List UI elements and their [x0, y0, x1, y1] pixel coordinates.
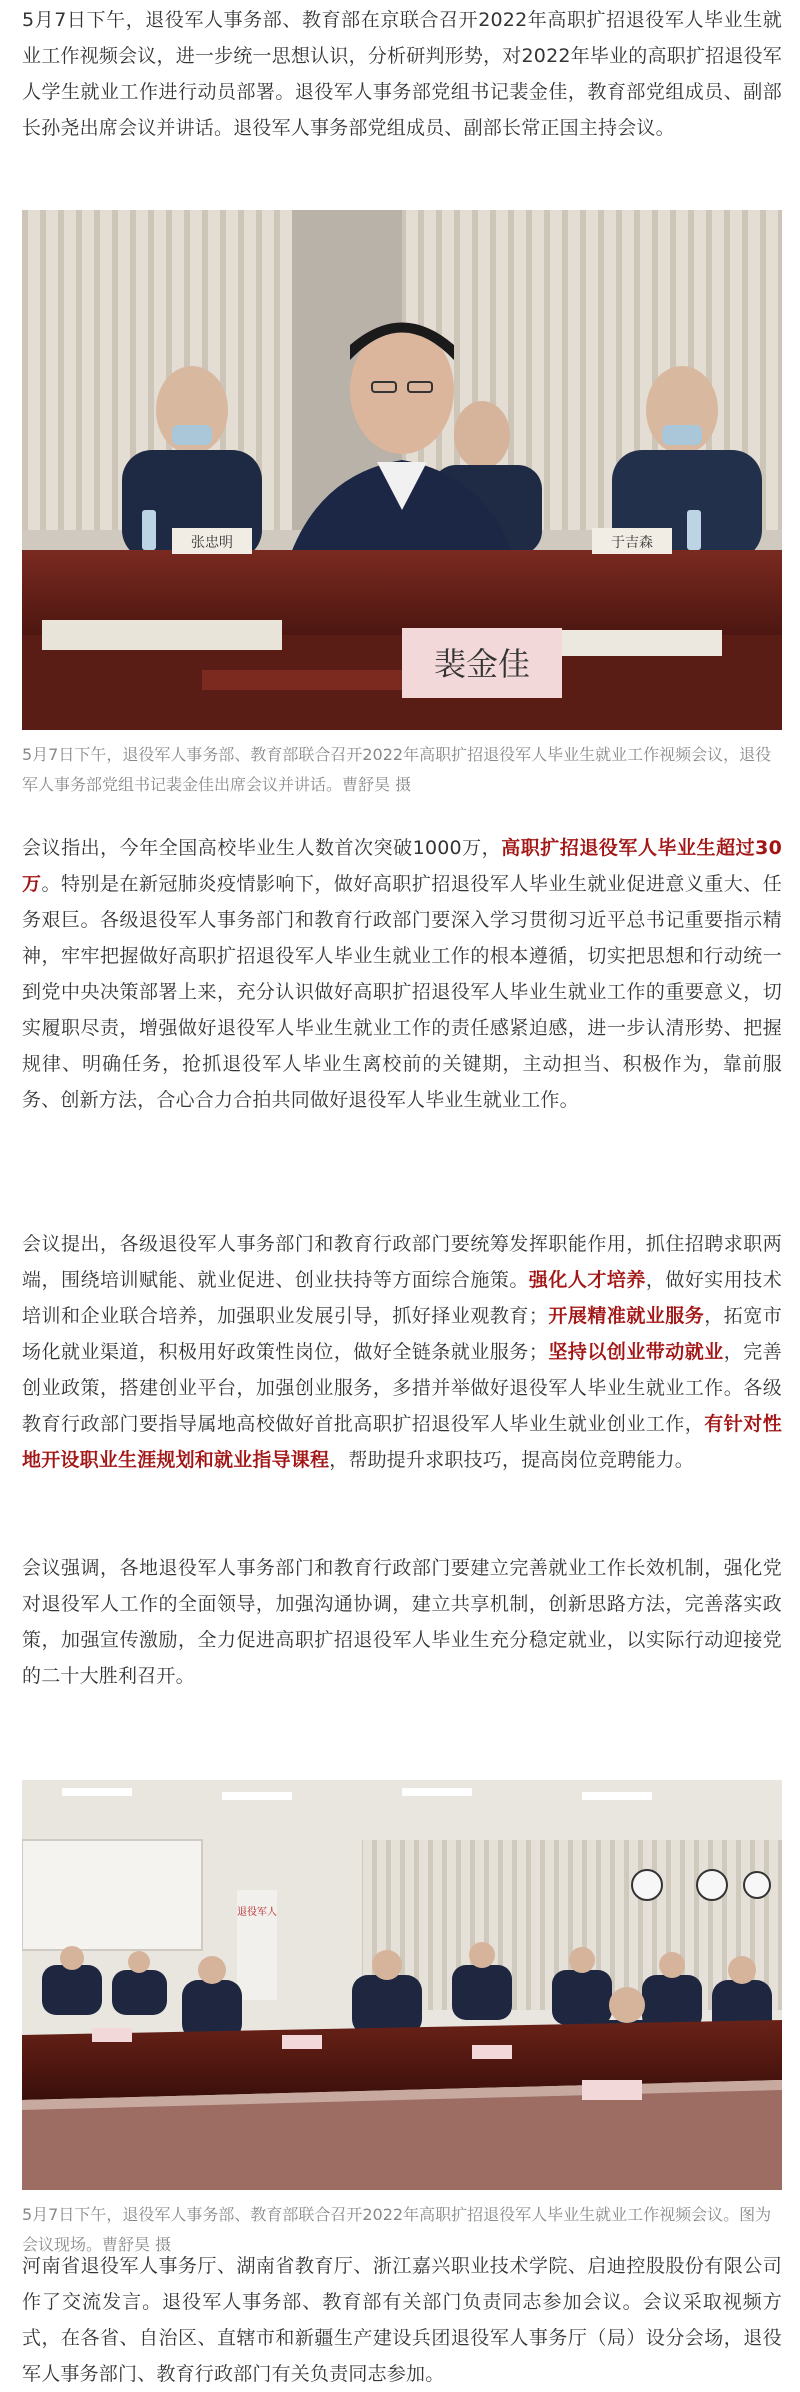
- nameplate-left: 张忠明: [191, 535, 233, 551]
- paragraph-emphasis: 会议强调，各地退役军人事务部门和教育行政部门要建立完善就业工作长效机制，强化党对退役军人工作的全面领导，加强沟通协调，建立共享机制，创新思路方法，完善落实政策，加强宣传激励，全力促进高职扩招退役军人毕业生充分稳定就业，以实际行动迎接党的二十大胜利召开。: [22, 1557, 782, 1687]
- paragraph-closing: 河南省退役军人事务厅、湖南省教育厅、浙江嘉兴职业技术学院、启迪控股股份有限公司作了交流发言。退役军人事务部、教育部有关部门负责同志参加会议。会议采取视频方式，在各省、自治区、直辖市和新疆生产建设兵团退役军人事务厅（局）设分会场，退役军人事务部门、教育行政部门有关负责同志参加。: [22, 2255, 782, 2385]
- emphasis-employment-service: 开展精准就业服务: [548, 1305, 705, 1327]
- emphasis-talent-training: 强化人才培养: [528, 1269, 646, 1291]
- photo-caption-2: 5月7日下午，退役军人事务部、教育部联合召开2022年高职扩招退役军人毕业生就业工作视频会议。图为会议现场。曹舒昊 摄: [22, 2205, 772, 2254]
- emphasis-career-courses: 有针对性地开设职业生涯规划和就业指导课程: [22, 1413, 782, 1471]
- nameplate-right: 于吉森: [611, 535, 653, 551]
- room-banner: 退役军人: [237, 1907, 277, 1918]
- emphasis-entrepreneurship: 坚持以创业带动就业: [548, 1341, 724, 1363]
- photo-main-speaker: [22, 210, 782, 730]
- paragraph-intro: 5月7日下午，退役军人事务部、教育部在京联合召开2022年高职扩招退役军人毕业生就业工作视频会议，进一步统一思想认识，分析研判形势，对2022年毕业的高职扩招退役军人学生就业工作进行动员部署。退役军人事务部党组书记裴金佳，教育部党组成员、副部长孙尧出席会议并讲话。退役军人事务部党组成员、副部长常正国主持会议。: [22, 9, 782, 139]
- paragraph-measures: 会议提出，各级退役军人事务部门和教育行政部门要统筹发挥职能作用，抓住招聘求职两端，围绕培训赋能、就业促进、创业扶持等方面综合施策。强化人才培养，做好实用技术培训和企业联合培养，加强职业发展引导，抓好择业观教育；开展精准就业服务，拓宽市场化就业渠道，积极用好政策性岗位，做好全链条就业服务；坚持以创业带动就业，完善创业政策，搭建创业平台，加强创业服务，多措并举做好退役军人毕业生就业工作。各级教育行政部门要指导属地高校做好首批高职扩招退役军人毕业生就业创业工作，有针对性地开设职业生涯规划和就业指导课程，帮助提升求职技巧，提高岗位竞聘能力。: [22, 1233, 782, 1471]
- emphasis-graduates-count: 高职扩招退役军人毕业生超过30万: [22, 837, 782, 895]
- photo-caption-1: 5月7日下午，退役军人事务部、教育部联合召开2022年高职扩招退役军人毕业生就业工作视频会议，退役军人事务部党组书记裴金佳出席会议并讲话。曹舒昊 摄: [22, 745, 772, 794]
- paragraph-meeting-points: 会议指出，今年全国高校毕业生人数首次突破1000万，高职扩招退役军人毕业生超过30万。特别是在新冠肺炎疫情影响下，做好高职扩招退役军人毕业生就业促进意义重大、任务艰巨。各级退役军人事务部门和教育行政部门要深入学习贯彻习近平总书记重要指示精神，牢牢把握做好高职扩招退役军人毕业生就业工作的根本遵循，切实把思想和行动统一到党中央决策部署上来，充分认识做好高职扩招退役军人毕业生就业工作的重要意义，切实履职尽责，增强做好退役军人毕业生就业工作的责任感紧迫感，进一步认清形势、把握规律、明确任务，抢抓退役军人毕业生离校前的关键期，主动担当、积极作为，靠前服务、创新方法，合心合力合拍共同做好退役军人毕业生就业工作。: [22, 837, 782, 1111]
- nameplate-main: 裴金佳: [433, 645, 531, 683]
- photo-meeting-scene: [22, 1780, 782, 2190]
